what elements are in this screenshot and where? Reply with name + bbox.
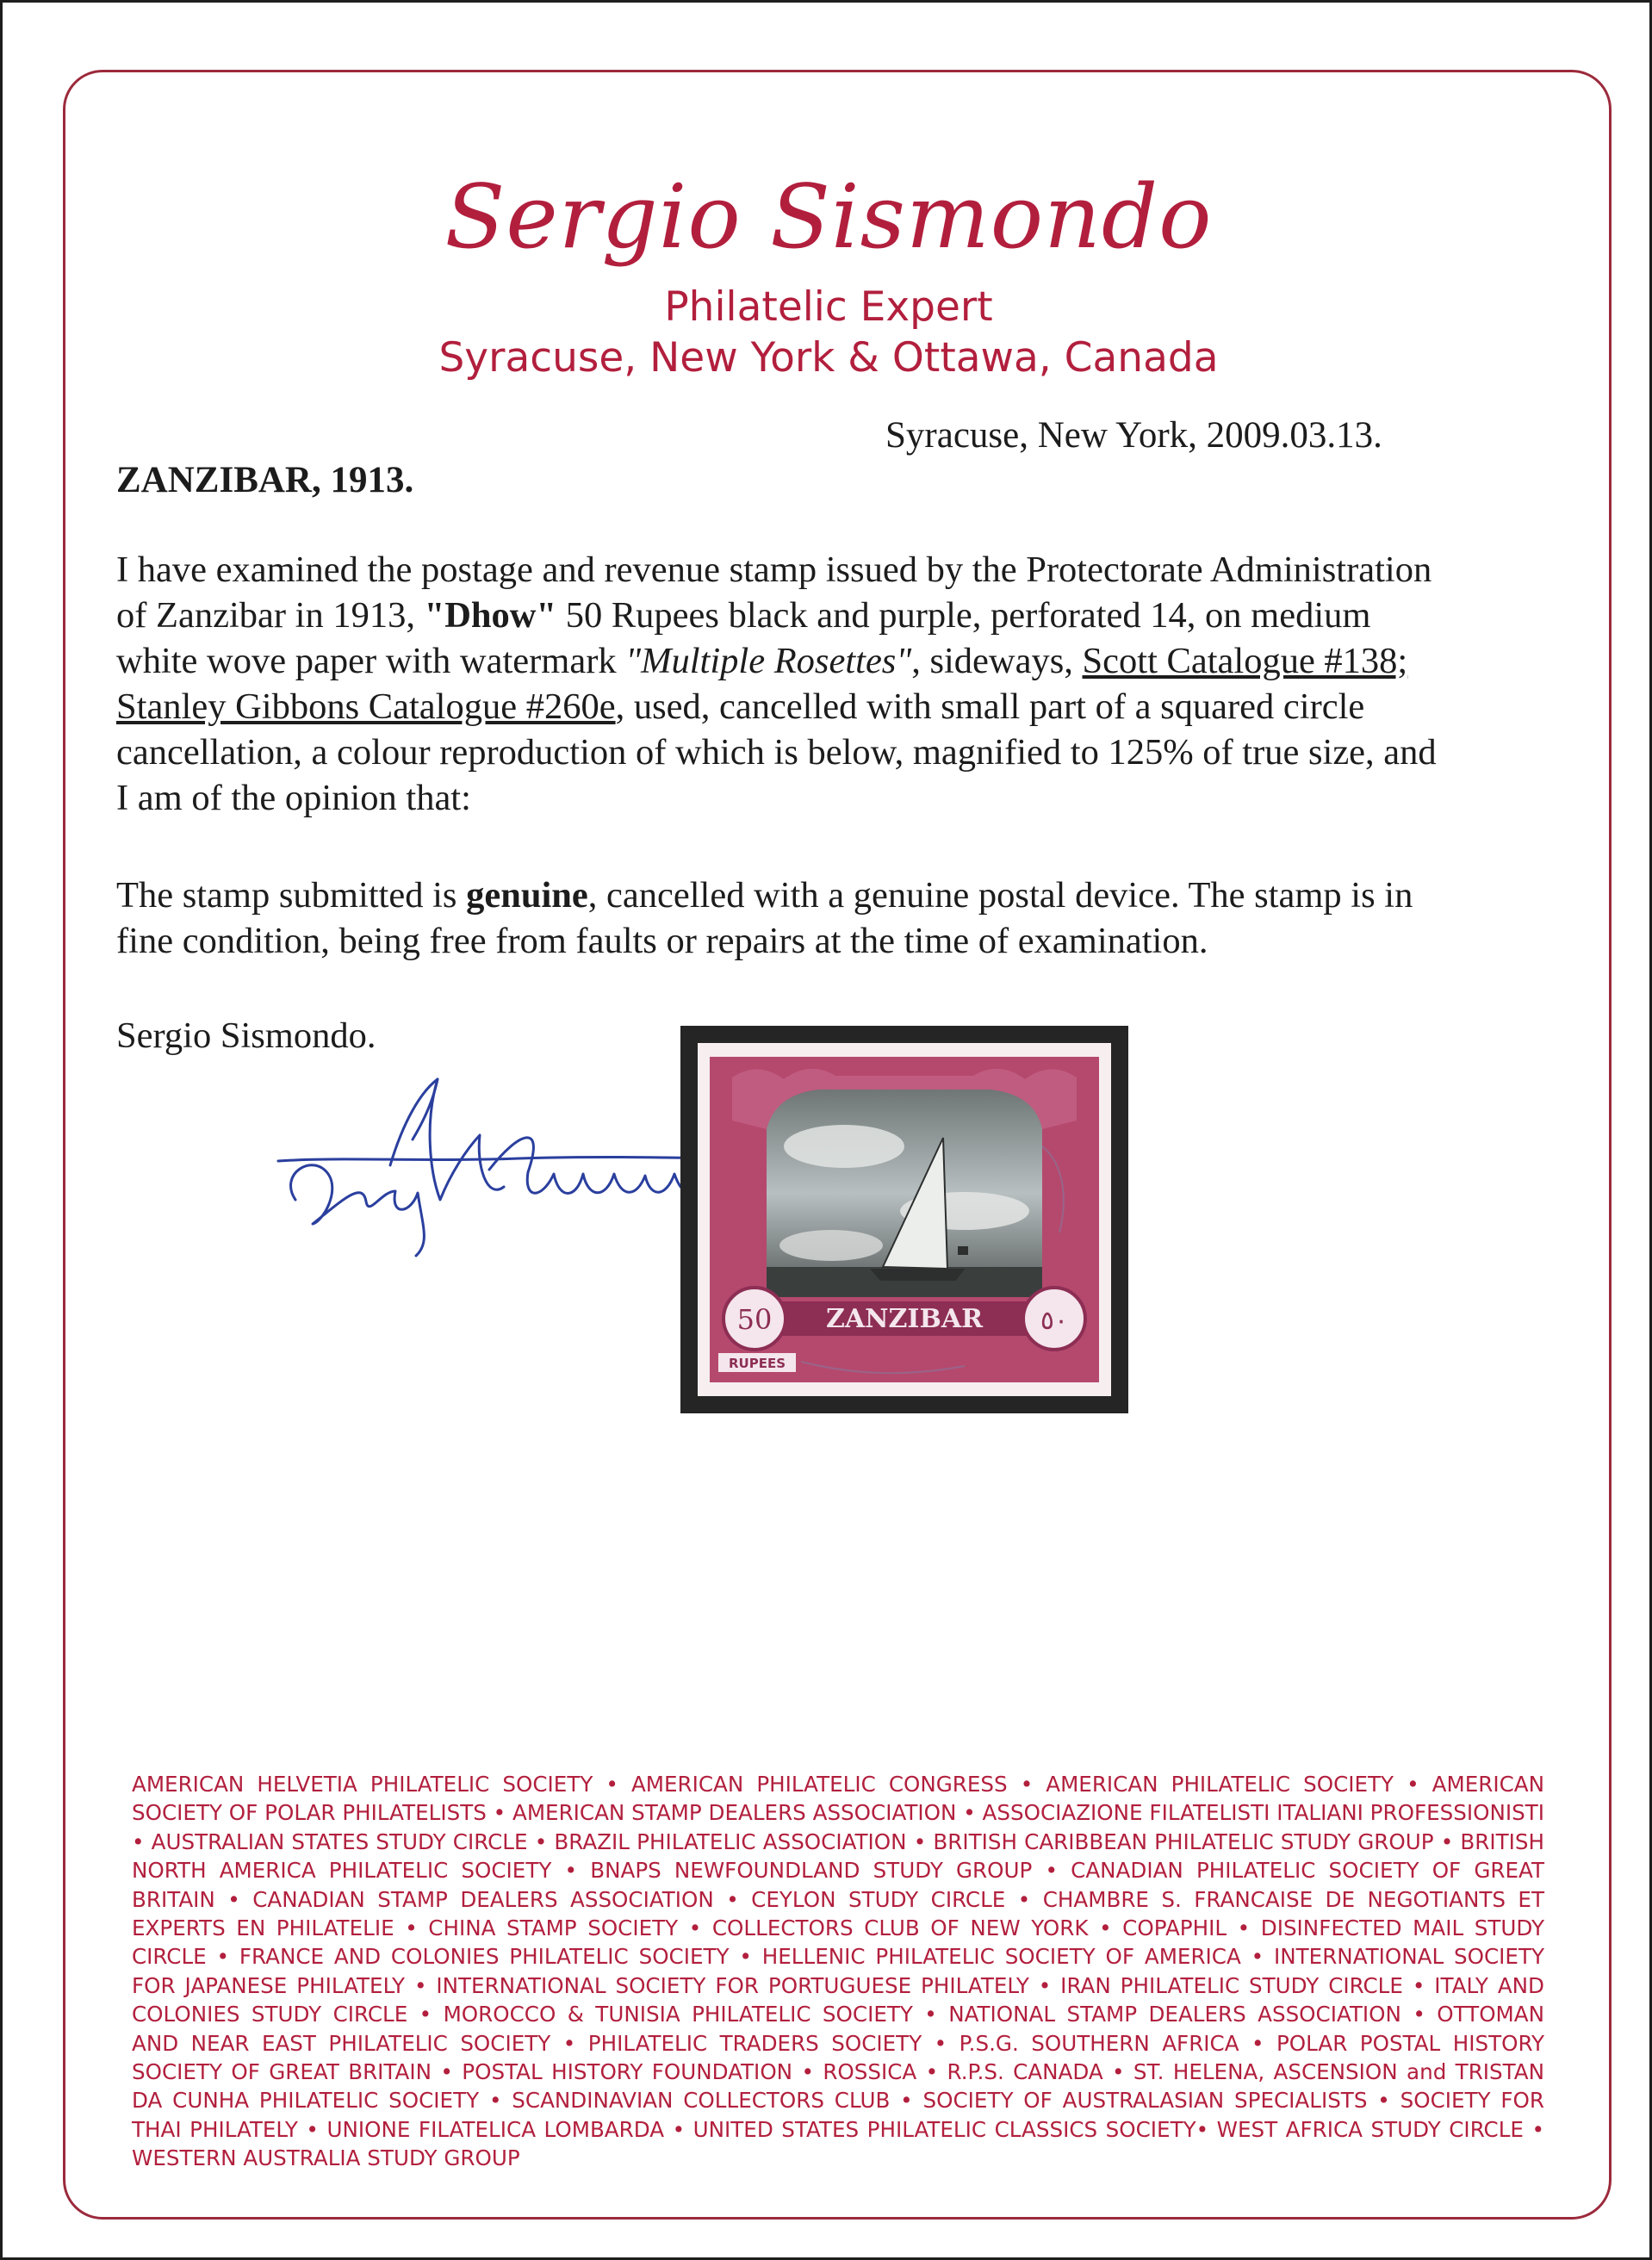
member-societies-list [132, 1770, 1544, 2173]
text-run: of Zanzibar in 1913, [116, 595, 425, 636]
society-line: THAI PHILATELY • UNIONE FILATELICA LOMBARDA • UNITED STATES PHILATELIC CLASSICS SOCIETY• WEST AFRICA STUDY CIRCLE • [132, 2116, 1544, 2142]
stamp-currency: RUPEES [728, 1356, 786, 1371]
society-line: AMERICAN HELVETIA PHILATELIC SOCIETY • AMERICAN PHILATELIC CONGRESS • AMERICAN PHILATELIC SOCIETY • AMERICAN [132, 1772, 1544, 1797]
society-line: WESTERN AUSTRALIA STUDY GROUP [132, 2145, 520, 2171]
text-run: 50 Rupees black and purple, perforated 14, on medium [556, 595, 1371, 636]
letterhead-name: Sergio Sismondo [444, 166, 1213, 269]
society-line: CIRCLE • FRANCE AND COLONIES PHILATELIC SOCIETY • HELLENIC PHILATELIC SOCIETY OF AMERICA • INTERNATIONAL SOCIETY [132, 1944, 1544, 1970]
letterhead-subtitle: Philatelic Expert [664, 283, 993, 331]
svg-text:٥٠: ٥٠ [1040, 1306, 1069, 1336]
sg-catalogue-ref: Stanley Gibbons Catalogue #260e [116, 686, 616, 727]
society-line: COLONIES STUDY CIRCLE • MOROCCO & TUNISIA PHILATELIC SOCIETY • NATIONAL STAMP DEALERS ASSOCIATION • OTTOMAN [132, 2002, 1544, 2027]
society-line: BRITAIN • CANADIAN STAMP DEALERS ASSOCIATION • CEYLON STUDY CIRCLE • CHAMBRE S. FRANCAISE DE NEGOTIANTS ET [132, 1886, 1544, 1912]
signoff-name: Sergio Sismondo. [116, 1015, 376, 1056]
society-line: EXPERTS EN PHILATELIE • CHINA STAMP SOCIETY • COLLECTORS CLUB OF NEW YORK • COPAPHIL • DISINFECTED MAIL STUDY [132, 1915, 1544, 1941]
text-run: white wove paper with watermark [116, 641, 626, 681]
examination-paragraph [116, 547, 1563, 821]
text-run: , cancelled with a genuine postal device. The stamp is in [587, 875, 1413, 916]
watermark-name-italic: "Multiple Rosettes" [625, 641, 912, 681]
verdict-bold: genuine [466, 875, 588, 916]
certificate-date: Syracuse, New York, 2009.03.13. [885, 415, 1382, 456]
certificate-heading: ZANZIBAR, 1913. [116, 460, 414, 500]
opinion-paragraph [116, 872, 1563, 964]
zanzibar-dhow-stamp-illustration [680, 1026, 1128, 1413]
paragraph-line: cancellation, a colour reproduction of which is below, magnified to 125% of true size, and [116, 732, 1437, 773]
paragraph-line [116, 872, 1563, 918]
paragraph-line [116, 684, 1563, 730]
society-line: AND NEAR EAST PHILATELIC SOCIETY • PHILATELIC TRADERS SOCIETY • P.S.G. SOUTHERN AFRICA • POLAR POSTAL HISTORY [132, 2030, 1544, 2056]
society-line: • AUSTRALIAN STATES STUDY CIRCLE • BRAZIL PHILATELIC ASSOCIATION • BRITISH CARIBBEAN PHILATELIC STUDY GROUP • BRITISH [132, 1828, 1544, 1854]
text-run: , sideways, [911, 641, 1083, 681]
society-line: DA CUNHA PHILATELIC SOCIETY • SCANDINAVIAN COLLECTORS CLUB • SOCIETY OF AUSTRALASIAN SPECIALISTS • SOCIETY FOR [132, 2088, 1544, 2114]
society-line: FOR JAPANESE PHILATELY • INTERNATIONAL SOCIETY FOR PORTUGUESE PHILATELY • IRAN PHILATELIC STUDY CIRCLE • ITALY AND [132, 1972, 1544, 1998]
text-run: , used, cancelled with small part of a squared circle [615, 686, 1365, 727]
letterhead-location: Syracuse, New York & Ottawa, Canada [438, 334, 1219, 382]
stamp-image-frame [680, 1026, 1128, 1413]
society-line: SOCIETY OF GREAT BRITAIN • POSTAL HISTORY FOUNDATION • ROSSICA • R.P.S. CANADA • ST. HELENA, ASCENSION and TRISTAN [132, 2059, 1544, 2085]
society-line: SOCIETY OF POLAR PHILATELISTS • AMERICAN STAMP DEALERS ASSOCIATION • ASSOCIAZIONE FILATELISTI ITALIANI PROFESSIONISTI [132, 1800, 1544, 1826]
paragraph-line [116, 638, 1563, 684]
paragraph-line [116, 593, 1563, 638]
stamp-country: ZANZIBAR [825, 1304, 984, 1334]
scott-catalogue-ref: Scott Catalogue #138; [1082, 641, 1408, 681]
paragraph-line: I am of the opinion that: [116, 778, 471, 818]
stamp-value: 50 [736, 1303, 773, 1336]
text-run: The stamp submitted is [116, 875, 467, 916]
stamp-name-bold: "Dhow" [424, 595, 557, 636]
paragraph-line: fine condition, being free from faults or repairs at the time of examination. [116, 921, 1208, 961]
society-line: NORTH AMERICA PHILATELIC SOCIETY • BNAPS NEWFOUNDLAND STUDY GROUP • CANADIAN PHILATELIC SOCIETY OF GREAT [132, 1858, 1544, 1884]
paragraph-line: I have examined the postage and revenue stamp issued by the Protectorate Administration [116, 549, 1432, 590]
